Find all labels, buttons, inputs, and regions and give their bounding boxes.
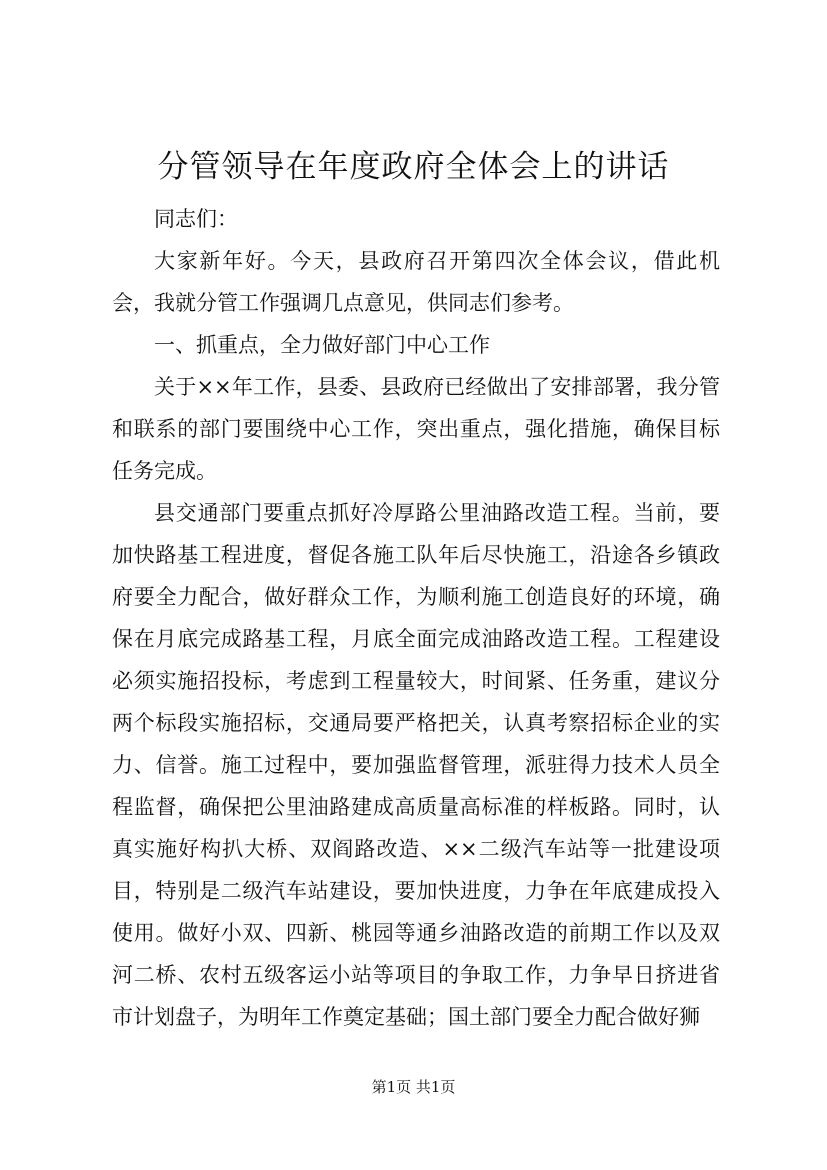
page-footer: 第1页 共1页 — [371, 1078, 456, 1096]
body-paragraph: 县交通部门要重点抓好冷厚路公里油路改造工程。当前，要加快路基工程进度，督促各施工队年后尽快施工，沿途各乡镇政府要全力配合，做好群众工作，为顺利施工创造良好的环境，确保在月底完成路基工程，月底全面完成油路改造工程。工程建设必须实施招投标，考虑到工程量较大，时间紧、任务重，建议分两个标段实施招标，交通局要严格把关，认真考察招标企业的实力、信誉。施工过程中，要加强监督管理，派驻得力技术人员全程监督，确保把公里油路建成高质量高标准的样板路。同时，认真实施好构扒大桥、双阎路改造、××二级汽车站等一批建设项目，特别是二级汽车站建设，要加快进度，力争在年底建成投入使用。做好小双、四新、桃园等通乡油路改造的前期工作以及双河二桥、农村五级客运小站等项目的争取工作，力争早日挤进省市计划盘子，为明年工作奠定基础；国土部门要全力配合做好狮 — [112, 501, 720, 1029]
body-paragraph: 大家新年好。今天，县政府召开第四次全体会议，借此机会，我就分管工作强调几点意见，供同志们参考。 — [112, 249, 720, 315]
document-body — [112, 198, 720, 1038]
document-title: 分管领导在年度政府全体会上的讲话 — [157, 149, 670, 185]
salutation-paragraph: 同志们： — [154, 207, 238, 231]
body-paragraph: 关于××年工作，县委、县政府已经做出了安排部署，我分管和联系的部门要围绕中心工作，突出重点，强化措施，确保目标任务完成。 — [112, 375, 720, 483]
section-heading: 一、抓重点，全力做好部门中心工作 — [154, 333, 490, 357]
